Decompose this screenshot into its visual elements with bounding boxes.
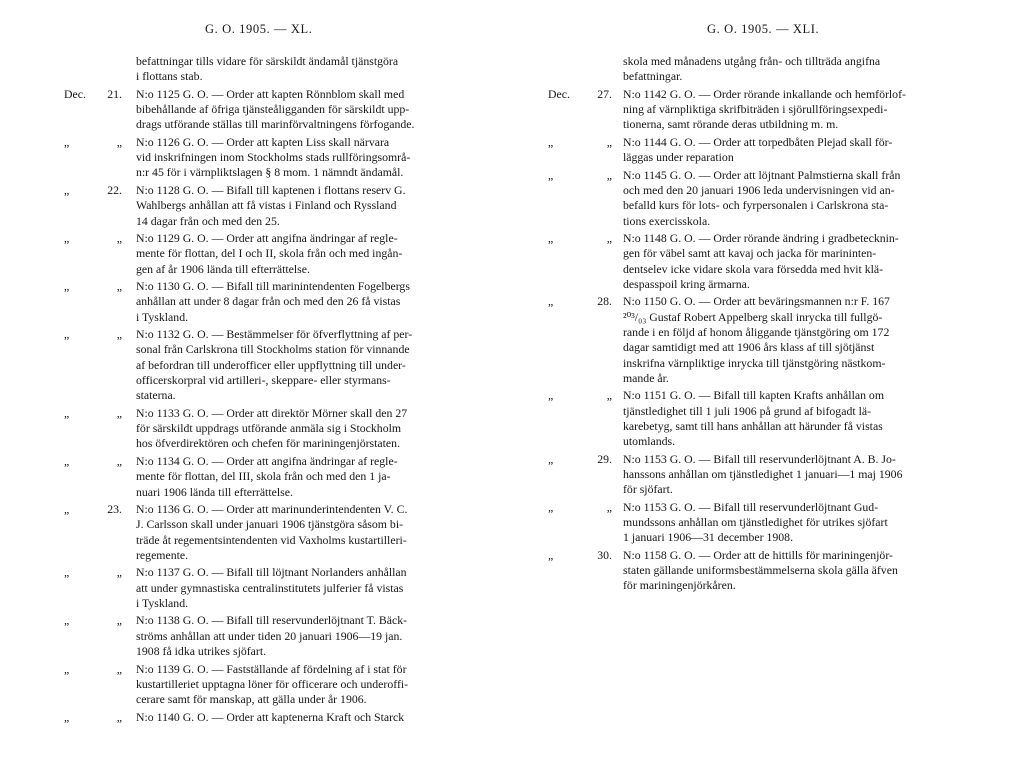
order-entry — [512, 388, 1024, 449]
entry-day: 21. — [107, 86, 122, 101]
order-entry — [512, 231, 1024, 292]
order-entry — [0, 662, 512, 708]
order-entry — [0, 565, 512, 611]
text-line: 1908 få idka utrikes sjöfart. — [136, 644, 267, 659]
text-line: N:o 1125 G. O. — Order att kapten Rönnblom skall med — [136, 86, 405, 101]
entry-day: 29. — [597, 451, 612, 466]
text-line: hanssons anhållan om tjänstledighet 1 januari—1 maj 1906 — [623, 467, 903, 482]
text-line: N:o 1134 G. O. — Order att angifna ändringar af regle- — [136, 453, 398, 468]
text-line: N:o 1129 G. O. — Order att angifna ändringar af regle- — [136, 231, 398, 246]
entry-month: „ — [548, 451, 554, 466]
entry-month: „ — [64, 453, 70, 468]
text-line: Wahlbergs anhållan att få vistas i Finland och Ryssland — [136, 198, 397, 213]
order-entry — [0, 406, 512, 452]
entry-month: „ — [548, 134, 554, 149]
text-line: tionerna, samt rörande deras utbildning m. m. — [623, 117, 839, 132]
entry-month: „ — [64, 613, 70, 628]
text-line: 14 dagar från och med den 25. — [136, 213, 280, 228]
text-line: läggas under reparation — [623, 150, 734, 165]
text-line: N:o 1132 G. O. — Bestämmelser för öfverflyttning af per- — [136, 327, 413, 342]
order-entry — [0, 135, 512, 181]
entry-day: 23. — [107, 502, 122, 516]
order-entry — [0, 183, 512, 229]
left-column — [0, 54, 512, 725]
text-line: gen för väbel samt att kavaj och jacka för marininten- — [623, 246, 877, 261]
entry-text — [136, 406, 482, 452]
text-line: cerare samt för manskap, att gälla under år 1906. — [136, 692, 367, 707]
text-line: N:o 1145 G. O. — Order att löjtnant Palmstierna skall från — [623, 167, 901, 182]
entry-day: „ — [606, 134, 612, 149]
text-line: ²⁰³/₀₃ Gustaf Robert Appelberg skall inrycka till fullgö- — [623, 309, 883, 324]
entry-text — [136, 565, 482, 611]
text-line: i Tyskland. — [136, 595, 189, 610]
text-line: officerskorpral vid artilleri-, skeppare- eller styrmans- — [136, 373, 391, 388]
text-line: kustartilleriet upptagna löner för officerare och underoffi- — [136, 676, 409, 691]
entry-text — [623, 452, 981, 498]
text-line: för särskildt uppdrags utförande anmäla sig i Stockholm — [136, 421, 402, 436]
text-line: för sjöfart. — [623, 482, 673, 497]
entry-text — [623, 87, 981, 133]
text-line: n:r 45 för i värnpliktslagen § 8 mom. 1 nämndt ändamål. — [136, 165, 404, 180]
text-line: J. Carlsson skall under januari 1906 tjänstgöra såsom bi- — [136, 517, 404, 532]
order-entry — [512, 168, 1024, 229]
entry-day: „ — [116, 134, 122, 149]
entry-month: „ — [64, 502, 70, 516]
entry-month: „ — [548, 388, 554, 403]
entry-month: „ — [548, 547, 554, 562]
order-entry — [512, 294, 1024, 386]
order-entry — [0, 710, 512, 725]
entry-text — [623, 135, 981, 166]
entry-month: „ — [548, 499, 554, 514]
entry-month: „ — [64, 565, 70, 580]
entry-day: „ — [116, 709, 122, 724]
entry-day: „ — [606, 167, 612, 182]
text-line: bibehållande af öfriga tjänsteåligganden för särskildt upp- — [136, 102, 410, 117]
entry-text — [136, 135, 482, 181]
order-entry — [0, 231, 512, 277]
text-line: N:o 1139 G. O. — Fastställande af fördelning af i stat för — [136, 661, 407, 676]
text-line: regemente. — [136, 547, 189, 562]
entry-day: „ — [116, 453, 122, 468]
entry-text — [136, 87, 482, 133]
text-line: N:o 1137 G. O. — Bifall till löjtnant Norlanders anhållan — [136, 565, 407, 580]
order-entry — [0, 87, 512, 133]
order-entry — [512, 54, 1024, 85]
text-line: inskrifna värnpliktige inrycka till tjänstgöring nästkom- — [623, 355, 886, 370]
entry-day: „ — [116, 405, 122, 420]
text-line: N:o 1136 G. O. — Order att marinunderintendenten V. C. — [136, 502, 408, 516]
text-line: sonal från Carlskrona till Stockholms station för vinnande — [136, 342, 410, 357]
text-line: tions exercisskola. — [623, 213, 711, 228]
entry-day: „ — [606, 388, 612, 403]
entry-day: 27. — [597, 86, 612, 101]
entry-text — [136, 502, 482, 563]
entry-month: „ — [548, 231, 554, 246]
text-line: N:o 1140 G. O. — Order att kaptenerna Kraft och Starck — [136, 709, 405, 724]
running-head-right: G. O. 1905. — XLI. — [707, 22, 820, 36]
entry-day: 30. — [597, 547, 612, 562]
entry-text — [136, 613, 482, 659]
text-line: skola med månadens utgång från- och tillträda angifna — [623, 54, 881, 68]
text-line: vid inskrifningen inom Stockholms stads rullföringsområ- — [136, 150, 411, 165]
text-line: att under gymnastiska centralinstitutets julferier få vistas — [136, 580, 404, 595]
order-entry — [0, 454, 512, 500]
entry-text — [623, 54, 981, 85]
text-line: i Tyskland. — [136, 309, 189, 324]
text-line: N:o 1153 G. O. — Bifall till reservunderlöjtnant Gud- — [623, 499, 879, 514]
text-line: karebetyg, samt till hans anhållan att härunder få vistas — [623, 418, 883, 433]
text-line: gen af år 1906 lända till efterrättelse. — [136, 261, 310, 276]
entry-text — [136, 327, 482, 403]
entry-day: „ — [606, 499, 612, 514]
entry-text — [136, 54, 482, 85]
entry-text — [623, 548, 981, 594]
entry-month: „ — [64, 134, 70, 149]
text-line: och med den 20 januari 1906 leda undervisningen vid an- — [623, 182, 895, 197]
text-line: N:o 1130 G. O. — Bifall till marinintendenten Fogelbergs — [136, 279, 410, 294]
text-line: N:o 1150 G. O. — Order att beväringsmannen n:r F. 167 — [623, 294, 890, 309]
entry-month: Dec. — [64, 86, 86, 101]
order-entry — [0, 613, 512, 659]
entry-day: „ — [606, 231, 612, 246]
text-line: despasspoil kring ärmarna. — [623, 276, 750, 291]
text-line: mundssons anhållan om tjänstledighet för utrikes sjöfart — [623, 515, 888, 530]
order-entry — [512, 500, 1024, 546]
text-line: befattningar. — [623, 69, 683, 84]
entry-text — [623, 231, 981, 292]
entry-day: „ — [116, 661, 122, 676]
text-line: N:o 1151 G. O. — Bifall till kapten Krafts anhållan om — [623, 388, 885, 403]
entry-day: „ — [116, 613, 122, 628]
entry-text — [136, 183, 482, 229]
entry-day: „ — [116, 279, 122, 294]
text-line: nuari 1906 lända till efterrättelse. — [136, 484, 293, 499]
entry-month: „ — [64, 327, 70, 342]
entry-text — [136, 662, 482, 708]
order-entry — [512, 452, 1024, 498]
right-column — [512, 54, 1024, 594]
order-entry — [512, 135, 1024, 166]
text-line: N:o 1148 G. O. — Order rörande ändring i gradbetecknin- — [623, 231, 899, 246]
text-line: N:o 1158 G. O. — Order att de hittills för mariningenjör- — [623, 547, 893, 562]
order-entry — [512, 548, 1024, 594]
entry-month: „ — [64, 661, 70, 676]
text-line: dentselev icke vidare skola vara försedda med hvit klä- — [623, 261, 884, 276]
entry-month: Dec. — [548, 86, 570, 101]
order-entry — [0, 327, 512, 403]
text-line: staten gällande uniformsbestämmelserna skola gälla äfven — [623, 563, 898, 578]
text-line: N:o 1142 G. O. — Order rörande inkallande och hemförlof- — [623, 86, 906, 101]
entry-month: „ — [548, 294, 554, 309]
text-line: befalld kurs för lots- och fyrpersonalen i Carlskrona sta- — [623, 198, 889, 213]
entry-day: 28. — [597, 294, 612, 309]
text-line: ströms anhållan att under tiden 20 januari 1906—19 jan. — [136, 628, 403, 643]
entry-text — [623, 500, 981, 546]
entry-text — [136, 279, 482, 325]
text-line: rande i en följd af honom åliggande tjänstgöring om 172 — [623, 324, 890, 339]
text-line: dagar samtidigt med att 1906 års klass af till sjötjänst — [623, 340, 875, 355]
entry-month: „ — [64, 182, 70, 197]
entry-text — [136, 710, 482, 725]
entry-text — [623, 294, 981, 386]
entry-day: „ — [116, 327, 122, 342]
text-line: N:o 1138 G. O. — Bifall till reservunderlöjtnant T. Bäck- — [136, 613, 408, 628]
entry-text — [136, 454, 482, 500]
right-page — [512, 0, 1024, 766]
text-line: N:o 1133 G. O. — Order att direktör Mörner skall den 27 — [136, 405, 408, 420]
entry-month: „ — [64, 709, 70, 724]
text-line: N:o 1153 G. O. — Bifall till reservunderlöjtnant A. B. Jo- — [623, 451, 896, 466]
entry-day: „ — [116, 231, 122, 246]
order-entry — [0, 279, 512, 325]
running-head-left: G. O. 1905. — XL. — [205, 22, 313, 36]
entry-text — [136, 231, 482, 277]
text-line: mente för flottan, del I och II, skola från och med ingån- — [136, 246, 403, 261]
entry-day: „ — [116, 565, 122, 580]
text-line: tjänstledighet till 1 juli 1906 på grund af bifogadt lä- — [623, 403, 872, 418]
entry-day: 22. — [107, 182, 122, 197]
text-line: anhållan att under 8 dagar från och med den 26 få vistas — [136, 294, 401, 309]
entry-month: „ — [548, 167, 554, 182]
text-line: utomlands. — [623, 434, 676, 449]
order-entry — [0, 54, 512, 85]
text-line: 1 januari 1906—31 december 1908. — [623, 530, 794, 545]
text-line: mente för flottan, del III, skola från och med den 1 ja- — [136, 469, 391, 484]
text-line: N:o 1144 G. O. — Order att torpedbåten Plejad skall för- — [623, 134, 893, 149]
text-line: N:o 1128 G. O. — Bifall till kaptenen i flottans reserv G. — [136, 182, 406, 197]
entry-text — [623, 168, 981, 229]
text-line: mande år. — [623, 370, 669, 385]
text-line: af befordran till underofficer eller uppflyttning till under- — [136, 357, 406, 372]
text-line: i flottans stab. — [136, 69, 203, 84]
text-line: för mariningenjörkåren. — [623, 578, 736, 593]
text-line: befattningar tills vidare för särskildt ändamål tjänstgöra — [136, 54, 399, 68]
text-line: drags utförande ställas till marinförvaltningens förfogande. — [136, 117, 415, 132]
text-line: N:o 1126 G. O. — Order att kapten Liss skall närvara — [136, 134, 390, 149]
text-line: hos öfverdirektören och chefen för mariningenjörstaten. — [136, 436, 401, 451]
entry-month: „ — [64, 279, 70, 294]
entry-month: „ — [64, 231, 70, 246]
text-line: staterna. — [136, 388, 176, 403]
entry-month: „ — [64, 405, 70, 420]
order-entry — [0, 502, 512, 563]
text-line: ning af värnpliktiga skrifbiträden i sjörullföringsexpedi- — [623, 102, 888, 117]
entry-text — [623, 388, 981, 449]
order-entry — [512, 87, 1024, 133]
text-line: träde åt regementsintendenten vid Vaxholms kustartilleri- — [136, 532, 407, 547]
